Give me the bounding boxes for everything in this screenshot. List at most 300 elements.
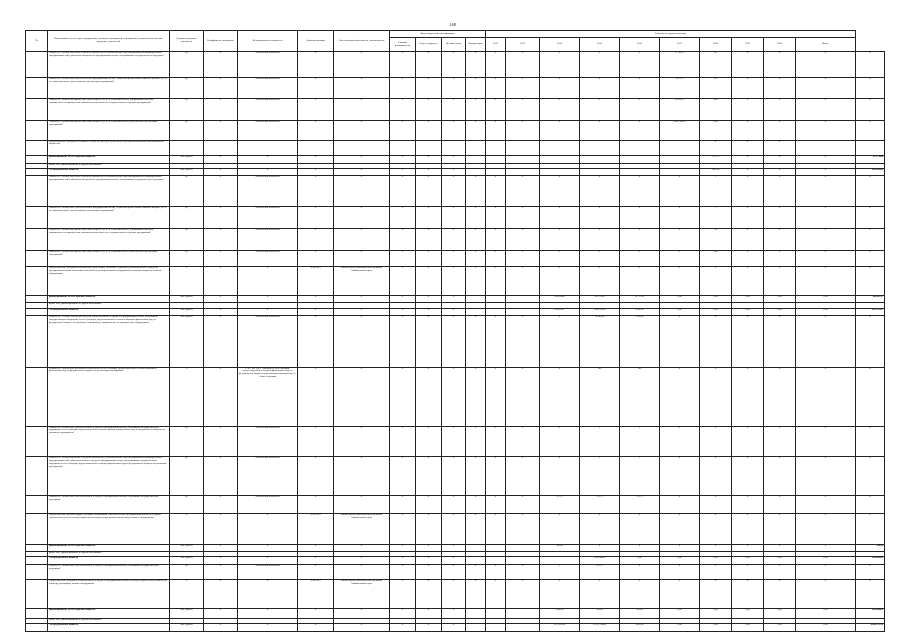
cell-vr: Х [466, 495, 486, 513]
cell-method: Х [238, 308, 298, 316]
row-name-cell: Предоставление субсидий субъектам малого и среднего предпринимательства на уплату первого взноса (аванса) по договору (договорам) лизинга оборудования [48, 580, 170, 608]
cell-sec: Х [416, 207, 442, 229]
row-number-cell [26, 295, 48, 303]
cell-tgt: Х [442, 367, 466, 426]
year-value-cell: 0,00 [700, 608, 732, 618]
year-value-cell: Х [540, 207, 580, 229]
year-value-cell: 2439,96 [700, 168, 732, 176]
year-value-cell: Х [660, 229, 700, 251]
cell-sec: Х [416, 308, 442, 316]
cell-term: Х [298, 608, 334, 618]
year-value-cell: Х [764, 229, 796, 251]
cell-tgt: Х [442, 295, 466, 303]
year-value-cell: 26 512,30000 [580, 624, 620, 632]
cell-resp: Х [334, 624, 390, 632]
table-row [26, 308, 885, 316]
row-name-cell: Показатель "Исполнение расходных обязательств за счет субсидии, предоставленной в соответствующем финансовом году из федерального бюджета на реализацию мероприятия" [48, 367, 170, 426]
row-name-cell: финансирование за счет краевого бюджета [48, 295, 170, 303]
header-year: 2017 [660, 38, 700, 52]
program-table [25, 30, 885, 632]
cell-term: Х [298, 52, 334, 78]
cell-method: Х [238, 513, 298, 544]
year-value-cell: 0,00 [700, 557, 732, 565]
year-value-cell [506, 295, 540, 303]
year-value-cell: Х [580, 207, 620, 229]
cell-unit: ед. [170, 207, 204, 229]
cell-vr: Х [466, 457, 486, 495]
year-value-cell: 1 [620, 426, 660, 457]
cell-gr: Х [390, 295, 416, 303]
cell-sec: Х [416, 229, 442, 251]
year-value-cell [506, 557, 540, 565]
year-value-cell: Х [580, 52, 620, 78]
year-value-cell: 0,00 [660, 608, 700, 618]
row-name-cell: Предоставление субсидии на создание и (или) обеспечение деятельности центров молодежного инновационного творчества [48, 140, 170, 155]
cell-sec: Х [416, 580, 442, 608]
year-value-cell: Х [620, 99, 660, 121]
header-term: Сроки реализации [298, 31, 334, 52]
cell-resp: Х [334, 316, 390, 367]
year-value-cell: 0 [732, 544, 764, 552]
year-value-cell: Х [540, 513, 580, 544]
row-name-cell: - из федерального бюджета [48, 308, 170, 316]
header-no: № [26, 31, 48, 52]
year-value-cell: Х [540, 99, 580, 121]
year-value-cell: Х [796, 580, 856, 608]
total-cell: Х [856, 229, 885, 251]
cell-term: Х [298, 176, 334, 207]
year-value-cell [506, 624, 540, 632]
year-value-cell: 0 [732, 565, 764, 580]
year-value-cell: Х [764, 513, 796, 544]
cell-coef: Х [204, 513, 238, 544]
cell-method: Х [238, 168, 298, 176]
year-value-cell: Х [796, 121, 856, 140]
year-value-cell: Х [506, 580, 540, 608]
cell-method: Х [238, 557, 298, 565]
cell-tgt: Х [442, 308, 466, 316]
year-value-cell: 1200,00000 [580, 557, 620, 565]
cell-coef: Х [204, 426, 238, 457]
cell-resp: Министерство экономического развития Забайкальского края [334, 513, 390, 544]
year-value-cell: Х [732, 77, 764, 99]
year-value-cell: Х [796, 457, 856, 495]
cell-method: Х [238, 295, 298, 303]
cell-unit: тыс. рублей [170, 295, 204, 303]
year-value-cell [796, 140, 856, 155]
row-number-cell [26, 155, 48, 163]
page-number: 148 [449, 22, 456, 27]
row-name-cell: Показатель "Количество вновь созданных рабочих мест (включая вновь зарегистрированных индивидуальных предпринимателей) субъектами малого и среднего предпринимательства, получившими государственную поддержку за счет субсидии, предоставленной в текущем финансовом году из федерального бюджета на указанные мероприятия" [48, 457, 170, 495]
year-value-cell: Х [732, 457, 764, 495]
cell-vr: Х [466, 426, 486, 457]
total-cell: Х [856, 457, 885, 495]
total-cell: Х [856, 367, 885, 426]
header-year: 2013 [506, 38, 540, 52]
cell-vr: Х [466, 176, 486, 207]
cell-unit: ед. [170, 565, 204, 580]
year-value-cell: Х [506, 99, 540, 121]
year-value-cell: Х [732, 513, 764, 544]
cell-unit: тыс. рублей [170, 608, 204, 618]
cell-sec: Х [416, 176, 442, 207]
year-value-cell: Х [580, 77, 620, 99]
cell-method: Абсолютный показатель [238, 77, 298, 99]
year-value-cell: Х [732, 99, 764, 121]
year-value-cell: 1 [620, 457, 660, 495]
cell-sec: Х [416, 457, 442, 495]
cell-resp: Х [334, 367, 390, 426]
cell-sec: Х [416, 168, 442, 176]
cell-gr: Х [390, 229, 416, 251]
year-value-cell: Х [540, 229, 580, 251]
year-value-cell: Х [660, 426, 700, 457]
year-value-cell: 0,00 [732, 308, 764, 316]
cell-sec: Х [416, 624, 442, 632]
year-value-cell: 100,00000 [540, 295, 580, 303]
year-value-cell: 2 [580, 457, 620, 495]
row-number-cell [26, 250, 48, 267]
cell-sec: Х [416, 426, 442, 457]
year-value-cell: 0 [620, 565, 660, 580]
table-row [26, 267, 885, 295]
year-value-cell: Х [486, 176, 506, 207]
cell-sec: Х [416, 316, 442, 367]
year-value-cell: 27 (103*) [660, 52, 700, 78]
cell-sec: Х [416, 267, 442, 295]
year-value-cell: Х [486, 367, 506, 426]
table-row [26, 229, 885, 251]
year-value-cell: 0 [660, 544, 700, 552]
total-cell: Х [856, 565, 885, 580]
total-cell [856, 140, 885, 155]
row-number-cell [26, 267, 48, 295]
row-number-cell [26, 580, 48, 608]
cell-gr: Х [390, 608, 416, 618]
row-name-cell: Показатель "Количество физических лиц в возрасте до 30 лет (включительно), завершивших обучение, направленное на приобретение навыков ведения бизнеса и создания малых и средних предприятий" [48, 99, 170, 121]
year-value-cell: 0,00 [764, 308, 796, 316]
year-value-cell: Х [796, 267, 856, 295]
header-year: 2019 [732, 38, 764, 52]
cell-method: Абсолютный показатель [238, 207, 298, 229]
cell-tgt: Х [442, 544, 466, 552]
cell-gr: Х [390, 544, 416, 552]
year-value-cell: 430 [700, 99, 732, 121]
cell-coef: Х [204, 229, 238, 251]
year-value-cell: Х [486, 316, 506, 367]
row-name-cell: кроме того, финансирование из других источников: [48, 618, 170, 623]
year-value-cell: Х [796, 207, 856, 229]
cell-unit: ед. [170, 495, 204, 513]
cell-unit: ед. [170, 176, 204, 207]
year-value-cell: 5270,05250 [540, 624, 580, 632]
year-value-cell [486, 295, 506, 303]
row-number-cell [26, 229, 48, 251]
year-value-cell: Х [764, 495, 796, 513]
year-value-cell: 0,00 [732, 608, 764, 618]
year-value-cell: Х [620, 580, 660, 608]
cell-unit: % [170, 367, 204, 426]
year-value-cell: Х [796, 99, 856, 121]
year-value-cell: 2 (2*) [620, 495, 660, 513]
year-value-cell: Х [660, 457, 700, 495]
table-row [26, 155, 885, 163]
year-value-cell: 61,71270 [620, 295, 660, 303]
row-name-cell: кроме того, финансирование из других источников: [48, 163, 170, 168]
row-name-cell: - из федерального бюджета [48, 557, 170, 565]
year-value-cell: Х [764, 52, 796, 78]
cell-method: Абсолютный показатель [238, 52, 298, 78]
year-value-cell: Х [486, 207, 506, 229]
cell-term: Х [298, 308, 334, 316]
cell-method: Х [238, 155, 298, 163]
year-value-cell [540, 155, 580, 163]
cell-term: 2014-2021 [298, 267, 334, 295]
cell-coef: Х [204, 457, 238, 495]
cell-coef: Х [204, 608, 238, 618]
header-year: 2012 [486, 38, 506, 52]
cell-coef: Х [204, 176, 238, 207]
year-value-cell: 500 [700, 250, 732, 267]
year-value-cell: Х [796, 316, 856, 367]
year-value-cell [580, 140, 620, 155]
cell-tgt: Х [442, 608, 466, 618]
row-name-cell: Показатель "Количество вновь созданных рабочих мест (включая вновь зарегистрированных индивидуальных предпринимателей) субъектами молодежного предпринимательства, получившими государственную поддержку" [48, 176, 170, 207]
row-name-cell: Показатель "Количество субъектов малого предпринимательства, созданных физическими лицами в возрасте до 30 лет (включительно), вовлеченными в реализацию мероприятий" [48, 77, 170, 99]
row-number-cell [26, 99, 48, 121]
cell-gr: Х [390, 457, 416, 495]
year-value-cell [506, 155, 540, 163]
cell-unit: тыс. рублей [170, 168, 204, 176]
table-row [26, 557, 885, 565]
year-value-cell: Х [620, 176, 660, 207]
year-value-cell: Х [486, 426, 506, 457]
row-name-cell: кроме того, финансирование из других источников: [48, 303, 170, 308]
cell-vr: Х [466, 207, 486, 229]
year-value-cell: Х [620, 250, 660, 267]
cell-gr: Х [390, 99, 416, 121]
cell-tgt [442, 140, 466, 155]
cell-term: Х [298, 168, 334, 176]
cell-term: Х [298, 155, 334, 163]
cell-resp: Х [334, 121, 390, 140]
cell-gr: Х [390, 426, 416, 457]
year-value-cell: Х [540, 580, 580, 608]
year-value-cell: 0,00 [796, 608, 856, 618]
header-gr: Главный распорядитель [390, 38, 416, 52]
year-value-cell: Х [732, 250, 764, 267]
year-value-cell: 4500,00 [620, 624, 660, 632]
year-value-cell: 3968,22900 [580, 308, 620, 316]
cell-sec: Х [416, 121, 442, 140]
header-values-title: Значения по годам реализации [486, 31, 856, 38]
row-number-cell [26, 367, 48, 426]
year-value-cell [486, 608, 506, 618]
cell-sec: Х [416, 250, 442, 267]
cell-vr [466, 168, 486, 176]
cell-sec: Х [416, 544, 442, 552]
cell-term [298, 140, 334, 155]
year-value-cell: Х [732, 155, 764, 163]
row-name-cell: - из федерального бюджета [48, 168, 170, 176]
year-value-cell: Х [486, 267, 506, 295]
year-value-cell: Х [506, 316, 540, 367]
total-cell: Х [856, 77, 885, 99]
row-number-cell [26, 316, 48, 367]
cell-resp: Х [334, 99, 390, 121]
year-value-cell: Х [540, 52, 580, 78]
cell-sec: Х [416, 513, 442, 544]
cell-method: Абсолютный показатель [238, 229, 298, 251]
year-value-cell: Х [732, 267, 764, 295]
cell-method: Х [238, 580, 298, 608]
year-value-cell: 0,00 [796, 295, 856, 303]
cell-sec: Х [416, 495, 442, 513]
row-number-cell [26, 624, 48, 632]
year-value-cell [506, 140, 540, 155]
row-name-cell: Показатель "Количество субъектов малого и среднего предпринимательства, получивших государственную поддержку" [48, 495, 170, 513]
year-value-cell: Х [506, 495, 540, 513]
year-value-cell: 20 (76*) [660, 77, 700, 99]
cell-gr: Х [390, 624, 416, 632]
row-number-cell [26, 608, 48, 618]
year-value-cell: Х [796, 176, 856, 207]
header-budget-class: Коды бюджетной классификации [390, 31, 486, 38]
cell-method: Абсолютный показатель [238, 565, 298, 580]
cell-resp: Министерство экономического развития Забайкальского края [334, 267, 390, 295]
year-value-cell: Х [796, 513, 856, 544]
year-value-cell: Х [764, 121, 796, 140]
cell-gr: Х [390, 557, 416, 565]
year-value-cell: Х [764, 207, 796, 229]
year-value-cell: 145,27450 [580, 295, 620, 303]
year-value-cell: 0 [700, 565, 732, 580]
year-value-cell: Х [620, 77, 660, 99]
year-value-cell: Х [732, 207, 764, 229]
year-value-cell: Х [700, 513, 732, 544]
cell-method: P=Pc*100, где P - расходы за счет субсидии, предоставленной в текущем финансовом году из федерального бюджета на реализацию мероприятия; Pc - объем субсидии [238, 367, 298, 426]
cell-coef: Х [204, 624, 238, 632]
row-name-cell: Предоставление грантов в форме субсидий начинающим субъектам малого предпринимательства на создание собственного дела (на оплату первого взноса (аванса) при заключении договора лизинга оборудования [48, 513, 170, 544]
year-value-cell: 2 (2*) [580, 495, 620, 513]
cell-gr: Х [390, 168, 416, 176]
year-value-cell [540, 140, 580, 155]
year-value-cell [486, 168, 506, 176]
year-value-cell: Х [700, 457, 732, 495]
table-row [26, 544, 885, 552]
year-value-cell: Х [620, 207, 660, 229]
cell-resp: Х [334, 176, 390, 207]
header-unit: Единица измерения показателя [170, 31, 204, 52]
year-value-cell: Х [580, 250, 620, 267]
cell-sec: Х [416, 367, 442, 426]
cell-sec: Х [416, 565, 442, 580]
cell-term: Х [298, 624, 334, 632]
cell-unit: тыс. рублей [170, 624, 204, 632]
year-value-cell [660, 155, 700, 163]
cell-term: Х [298, 457, 334, 495]
total-cell: Х [856, 580, 885, 608]
cell-resp: Х [334, 77, 390, 99]
year-value-cell: Х [486, 495, 506, 513]
row-name-cell: Показатель "Количество субъектов малого и среднего предпринимательства, получивших государственную поддержку за счет субсидии, предоставленной в соответствующем финансовом году из федерального бюджета на указанные мероприятия" [48, 426, 170, 457]
year-value-cell: Х [796, 367, 856, 426]
cell-resp: Х [334, 495, 390, 513]
cell-unit: ед. [170, 426, 204, 457]
row-number-cell [26, 176, 48, 207]
cell-vr [466, 155, 486, 163]
total-cell: 36282,35250 [856, 624, 885, 632]
year-value-cell: Х [660, 367, 700, 426]
cell-method: Х [238, 267, 298, 295]
cell-coef: Х [204, 495, 238, 513]
cell-vr: Х [466, 99, 486, 121]
year-value-cell: Х [540, 176, 580, 207]
cell-vr: Х [466, 229, 486, 251]
year-value-cell: Х [506, 513, 540, 544]
cell-term: Х [298, 367, 334, 426]
row-name-cell: Показатель "Количество вновь созданных рабочих мест (включая вновь зарегистрированных индивидуальных предпринимателей) субъектами молодежного предпринимательства, получившими государственную поддержку" [48, 52, 170, 78]
year-value-cell: 0 [620, 544, 660, 552]
year-value-cell: Х [796, 229, 856, 251]
year-value-cell: Х [540, 457, 580, 495]
year-value-cell: Х [764, 457, 796, 495]
table-row [26, 77, 885, 99]
year-value-cell: Х [796, 77, 856, 99]
cell-resp: Х [334, 295, 390, 303]
cell-unit: тыс. рублей [170, 308, 204, 316]
year-value-cell [486, 557, 506, 565]
year-value-cell: Х [796, 155, 856, 163]
header-total: Итого [796, 38, 856, 52]
year-value-cell: 1 [540, 565, 580, 580]
year-value-cell: 290,00 [620, 608, 660, 618]
year-value-cell: Х [660, 580, 700, 608]
year-value-cell: Х [506, 207, 540, 229]
table-row [26, 207, 885, 229]
cell-method: Абсолютный показатель [238, 250, 298, 267]
total-cell: Х [856, 52, 885, 78]
year-value-cell: Х [732, 121, 764, 140]
cell-sec: Х [416, 557, 442, 565]
year-value-cell: Х [580, 176, 620, 207]
year-value-cell: 300,00 [540, 544, 580, 552]
header-coef: Коэффициент значимости [204, 31, 238, 52]
table-row [26, 457, 885, 495]
cell-unit: тыс. рублей [170, 155, 204, 163]
cell-vr: Х [466, 121, 486, 140]
year-value-cell: 654,45667 [540, 308, 580, 316]
cell-vr: Х [466, 565, 486, 580]
header-target: Целевая статья [442, 38, 466, 52]
cell-gr: Х [390, 121, 416, 140]
cell-coef: Х [204, 250, 238, 267]
cell-method: Абсолютный показатель [238, 121, 298, 140]
row-name-cell: Предоставление субсидий на возмещение части затрат, связанных с уплатой субъектами малого и среднего предпринимательства лизинговых платежей по договорам лизинга оборудования, включая затраты на монтаж оборудования [48, 267, 170, 295]
cell-term: Х [298, 229, 334, 251]
cell-resp [334, 140, 390, 155]
row-number-cell [26, 168, 48, 176]
cell-tgt: Х [442, 250, 466, 267]
year-value-cell [580, 168, 620, 176]
cell-gr [390, 140, 416, 155]
year-value-cell: 1874,585 [620, 308, 660, 316]
header-year: 2015 [580, 38, 620, 52]
cell-coef: Х [204, 316, 238, 367]
year-value-cell: 0,00 [732, 557, 764, 565]
cell-coef: Х [204, 295, 238, 303]
cell-coef: Х [204, 267, 238, 295]
